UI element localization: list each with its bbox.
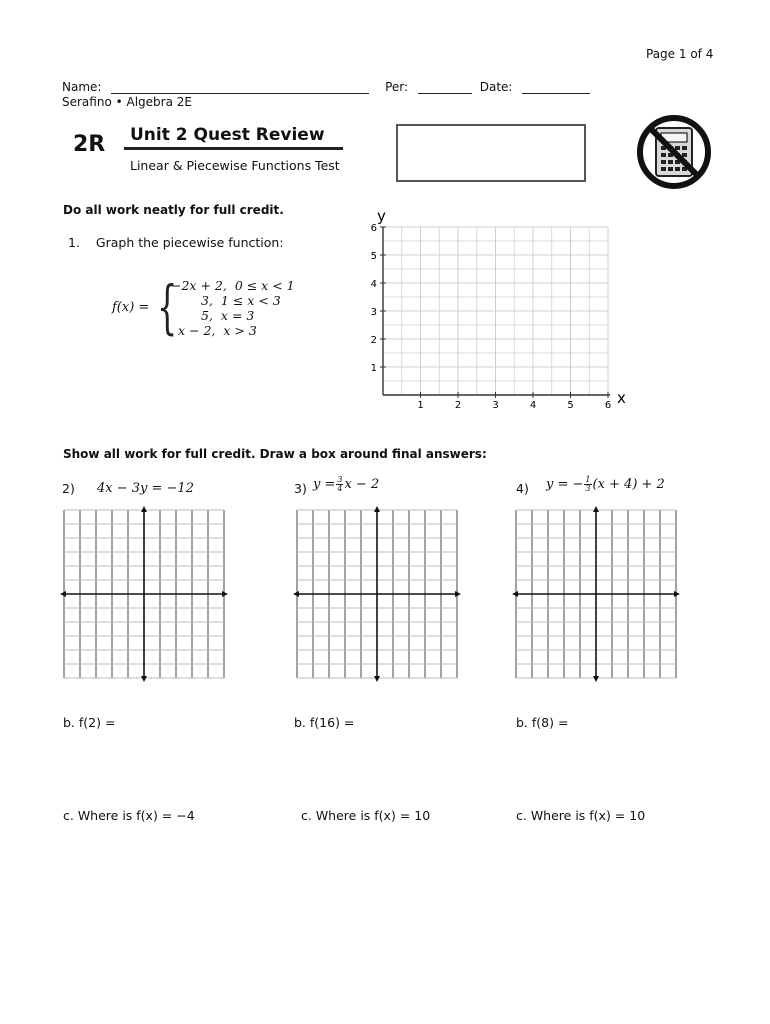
title-underline: [124, 147, 343, 150]
arrow-up-icon: [593, 506, 599, 512]
name-field[interactable]: [111, 80, 369, 94]
name-label: Name:: [62, 80, 102, 94]
x-tick-label: 3: [492, 400, 499, 410]
page-subtitle: Linear & Piecewise Functions Test: [130, 158, 340, 173]
piece-2: [201, 293, 281, 308]
arrow-left-icon: [60, 591, 66, 597]
arrow-right-icon: [222, 591, 228, 597]
piecewise-brace: {: [157, 273, 178, 341]
page-number: Page 1 of 4: [646, 47, 714, 61]
small-grid-axes: [293, 506, 461, 682]
y-axis-label: y: [377, 207, 386, 225]
arrow-right-icon: [674, 591, 680, 597]
x-tick-label: 2: [454, 400, 462, 410]
problem-4-eq-lhs: y = −: [546, 477, 584, 492]
problem-2-part-c: c. Where is f(x) = −4: [63, 808, 195, 823]
course-label: Serafino • Algebra 2E: [62, 95, 192, 109]
arrow-up-icon: [374, 506, 380, 512]
arrow-left-icon: [293, 591, 299, 597]
piece-2-expr: 3,: [201, 293, 213, 308]
arrow-down-icon: [593, 676, 599, 682]
per-label: Per:: [385, 80, 409, 94]
piece-1: [171, 278, 295, 293]
period-field[interactable]: [418, 80, 472, 94]
problem-4-frac-num: 1: [585, 475, 591, 484]
problem-3-frac-num: 3: [337, 475, 343, 484]
problem-3-part-b: b. f(16) =: [294, 715, 355, 730]
piece-1-cond: 0 ≤ x < 1: [234, 278, 295, 293]
x-axis-label: x: [617, 389, 626, 407]
problem-3-eq-rhs: x − 2: [344, 477, 380, 492]
question-1: [68, 235, 284, 250]
arrow-right-icon: [455, 591, 461, 597]
arrow-up-icon: [141, 506, 147, 512]
arrow-left-icon: [512, 591, 518, 597]
problem-3-eq-lhs: y =: [313, 477, 336, 492]
arrow-down-icon: [374, 676, 380, 682]
x-tick-label: 5: [567, 400, 574, 410]
problem-4-number: 4): [516, 481, 529, 496]
page-title: Unit 2 Quest Review: [130, 125, 325, 145]
problem-2-part-b: b. f(2) =: [63, 715, 116, 730]
small-grid-axes: [60, 506, 228, 682]
problem-4-fraction: [584, 476, 591, 493]
piece-1-expr: −2x + 2,: [171, 278, 227, 293]
graph-1-y-tick-labels: [371, 223, 377, 374]
problem-3-equation: [313, 476, 379, 493]
problem-3-part-c: c. Where is f(x) = 10: [301, 808, 431, 823]
problem-4-equation: [546, 476, 665, 493]
version-badge: 2R: [73, 132, 106, 157]
function-lhs: f(x) =: [112, 300, 150, 315]
y-tick-label: 1: [370, 363, 377, 374]
instruction-neat-work: Do all work neatly for full credit.: [63, 203, 284, 217]
piece-4-expr: x − 2,: [178, 323, 216, 338]
problem-3-frac-den: 4: [337, 484, 343, 493]
graph-problem-2[interactable]: [60, 506, 228, 682]
piece-4-cond: x > 3: [223, 323, 257, 338]
graph-problem-3[interactable]: [293, 506, 461, 682]
graph-quadrant-1[interactable]: [350, 205, 640, 410]
name-row: [62, 80, 590, 94]
problem-4-part-b: b. f(8) =: [516, 715, 569, 730]
graph-1-x-tick-labels: [417, 400, 611, 410]
x-tick-label: 6: [604, 400, 612, 410]
piece-3-expr: 5,: [201, 308, 213, 323]
question-1-number: 1.: [68, 235, 80, 250]
problem-2-equation: 4x − 3y = −12: [97, 481, 194, 496]
small-grid-axes: [512, 506, 680, 682]
problem-2-number: 2): [62, 481, 75, 496]
x-tick-label: 1: [417, 400, 424, 410]
y-tick-label: 4: [370, 279, 377, 290]
piece-2-cond: 1 ≤ x < 3: [220, 293, 281, 308]
problem-4-part-c: c. Where is f(x) = 10: [516, 808, 646, 823]
problem-3-number: 3): [294, 481, 307, 496]
graph-1-grid: [383, 227, 608, 395]
y-tick-label: 2: [370, 335, 377, 346]
date-field[interactable]: [522, 80, 590, 94]
piece-3: [201, 308, 254, 323]
piece-4: [178, 323, 257, 338]
no-calculator-icon: [634, 112, 714, 192]
graph-problem-4[interactable]: [512, 506, 680, 682]
instruction-show-work: Show all work for full credit. Draw a box around final answers:: [63, 447, 487, 461]
y-tick-label: 5: [370, 251, 377, 262]
date-label: Date:: [479, 80, 513, 94]
y-tick-label: 6: [370, 223, 377, 234]
score-box[interactable]: [396, 124, 586, 182]
y-tick-label: 3: [370, 307, 377, 318]
question-1-text: Graph the piecewise function:: [95, 235, 284, 250]
problem-4-eq-rhs: (x + 4) + 2: [592, 477, 665, 492]
x-tick-label: 4: [529, 400, 537, 410]
problem-4-frac-den: 3: [585, 484, 591, 493]
problem-3-fraction: [336, 476, 343, 493]
arrow-down-icon: [141, 676, 147, 682]
piece-3-cond: x = 3: [220, 308, 255, 323]
